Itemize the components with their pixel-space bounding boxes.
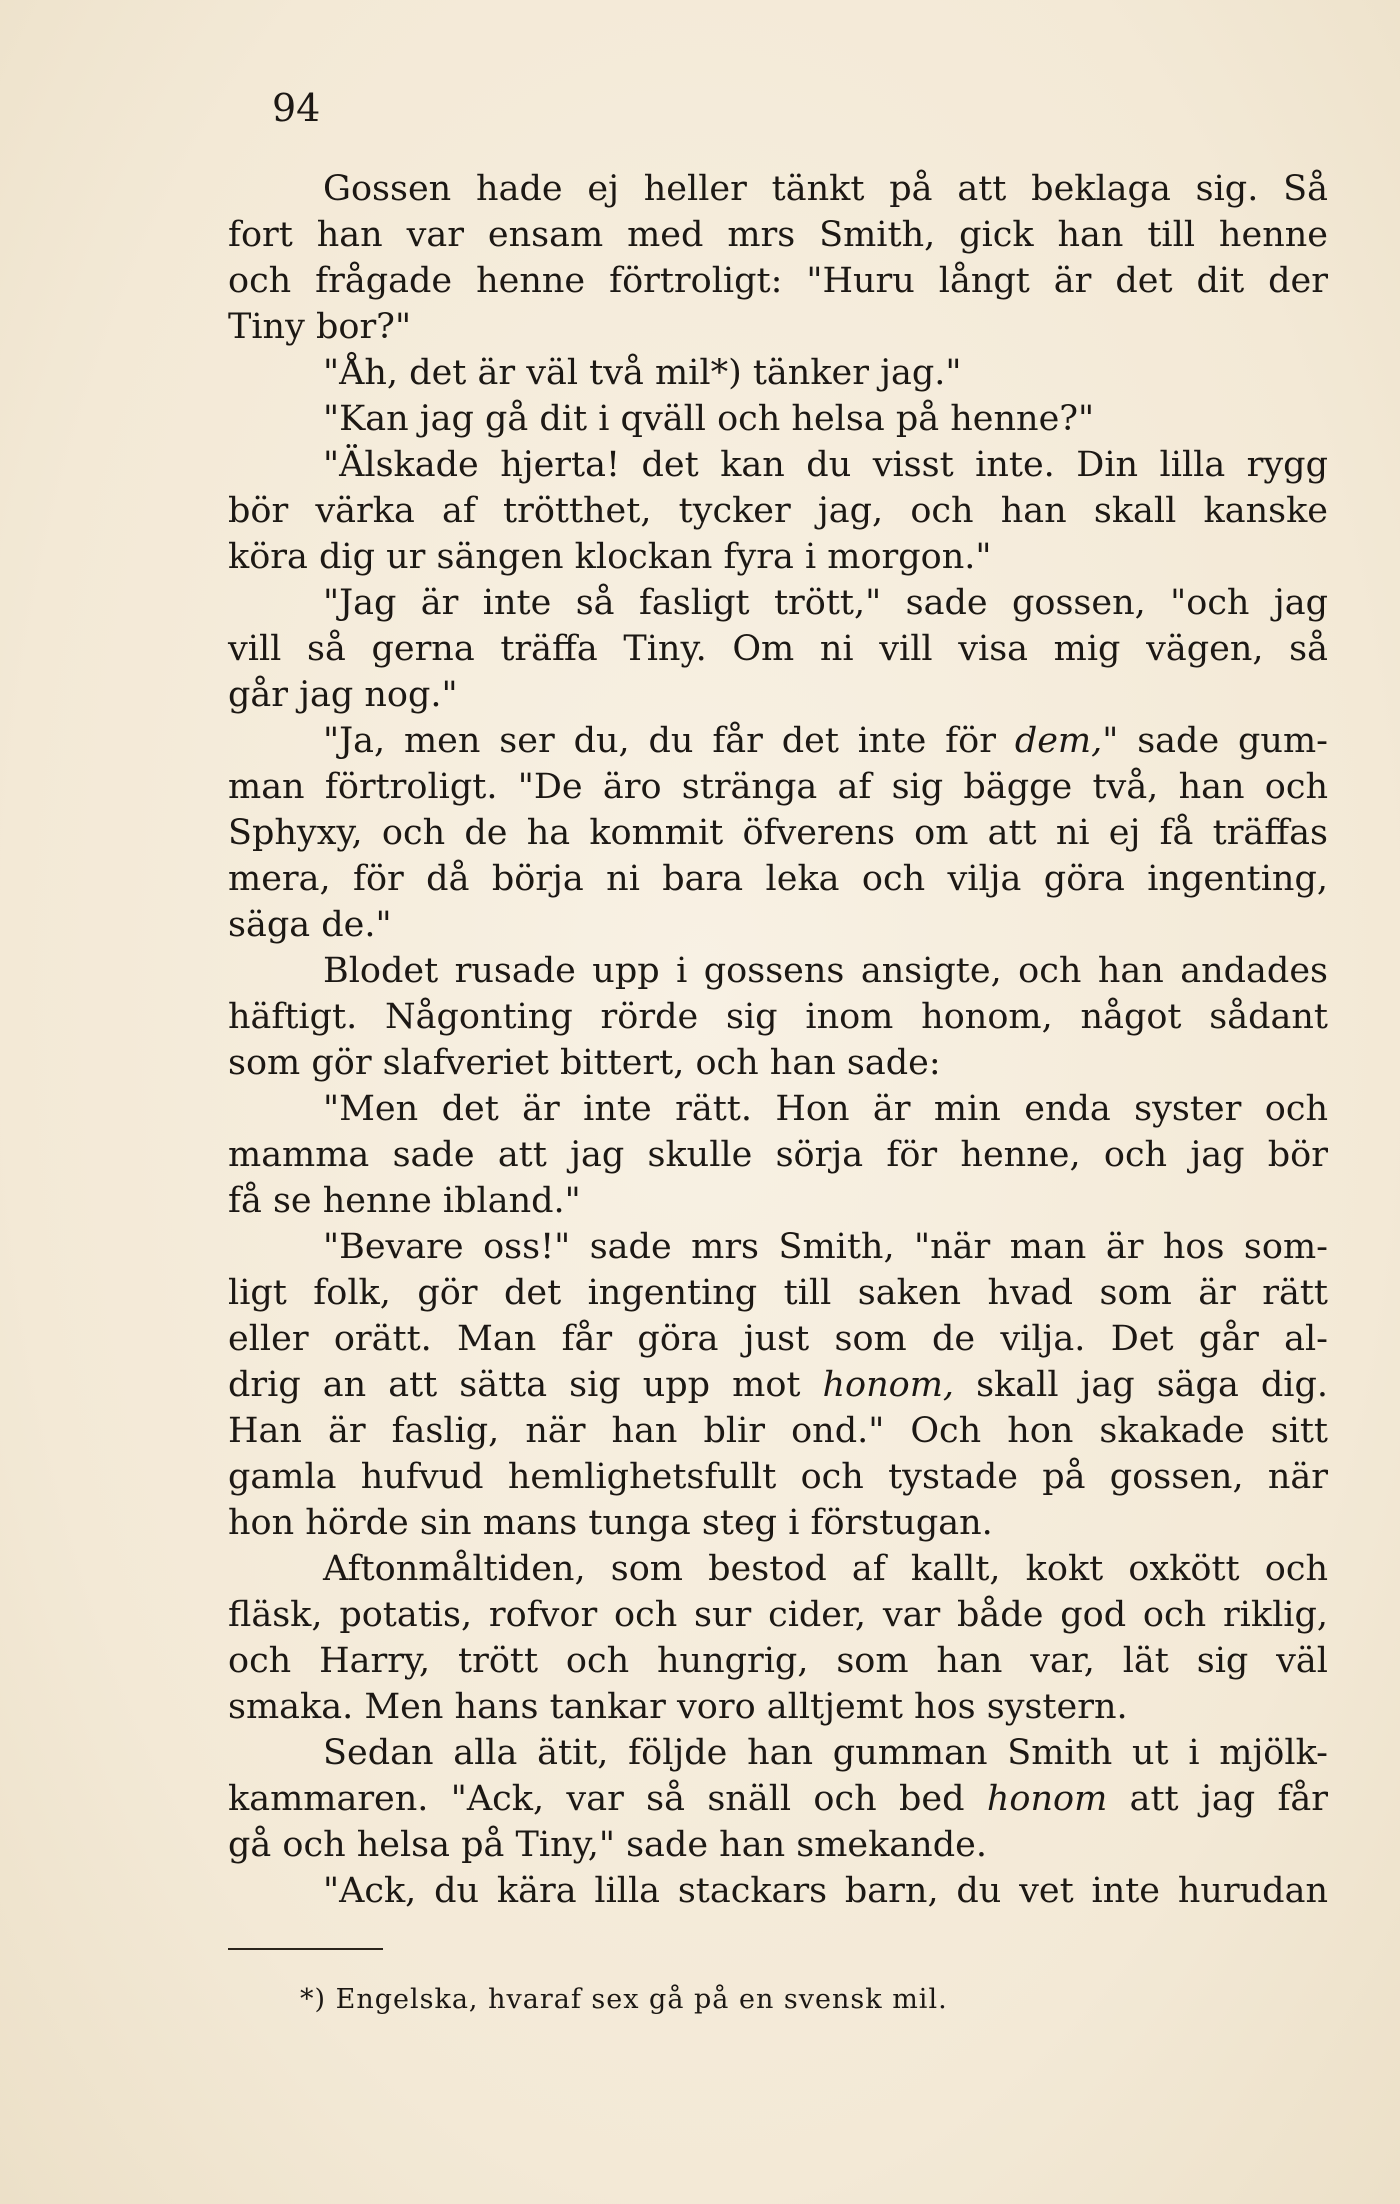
text-line: smaka. Men hans tankar voro alltjemt hos systern. xyxy=(228,1687,1128,1727)
text-line: Gossen hade ej heller tänkt på att beklaga sig. Så xyxy=(323,169,1328,209)
text-segment: "Ja, men ser du, du får det inte för xyxy=(323,721,1015,761)
text-line: Han är faslig, när han blir ond." Och hon skakade sitt xyxy=(228,1411,1328,1451)
text-line: som gör slafveriet bittert, och han sade: xyxy=(228,1043,941,1083)
text-line: Sedan alla ätit, följde han gumman Smith ut i mjölk- xyxy=(323,1733,1328,1773)
text-line: Tiny bor?" xyxy=(228,307,412,347)
text-line: Sphyxy, och de ha kommit öfverens om att ni ej få träffas xyxy=(228,813,1328,853)
emphasized-word: dem, xyxy=(1014,721,1103,761)
footnote: *) Engelska, hvaraf sex gå på en svensk mil. xyxy=(300,1984,948,2015)
text-segment: kammaren. "Ack, var så snäll och bed xyxy=(228,1779,987,1819)
text-line: Blodet rusade upp i gossens ansigte, och han andades xyxy=(323,951,1328,991)
footnote-divider xyxy=(228,1948,383,1950)
text-line: gå och helsa på Tiny," sade han smekande. xyxy=(228,1825,987,1865)
text-line: "Kan jag gå dit i qväll och helsa på henne?" xyxy=(323,399,1095,439)
page-number: 94 xyxy=(272,86,321,130)
text-line: köra dig ur sängen klockan fyra i morgon." xyxy=(228,537,992,577)
text-line: fort han var ensam med mrs Smith, gick han till henne xyxy=(228,215,1328,255)
text-segment: att jag får xyxy=(1107,1779,1328,1819)
text-line: eller orätt. Man får göra just som de vilja. Det går al- xyxy=(228,1319,1328,1359)
emphasized-word: honom, xyxy=(822,1365,955,1405)
emphasized-word: honom xyxy=(986,1779,1108,1819)
text-line: "Ack, du kära lilla stackars barn, du vet inte hurudan xyxy=(323,1871,1328,1911)
text-segment: skall jag säga dig. xyxy=(954,1365,1328,1405)
text-line: "Åh, det är väl två mil*) tänker jag." xyxy=(323,353,962,393)
text-line: "Jag är inte så fasligt trött," sade gossen, "och jag xyxy=(323,583,1328,623)
text-line: bör värka af trötthet, tycker jag, och han skall kanske xyxy=(228,491,1328,531)
body-text xyxy=(228,166,1328,1914)
text-segment: " sade gum- xyxy=(1102,721,1328,761)
text-line: mera, för då börja ni bara leka och vilja göra ingenting, xyxy=(228,859,1328,899)
text-line: häftigt. Någonting rörde sig inom honom, något sådant xyxy=(228,997,1328,1037)
text-line: och Harry, trött och hungrig, som han var, lät sig väl xyxy=(228,1641,1328,1681)
text-line: Aftonmåltiden, som bestod af kallt, kokt oxkött och xyxy=(323,1549,1328,1589)
text-line: och frågade henne förtroligt: "Huru långt är det dit der xyxy=(228,261,1328,301)
text-line xyxy=(228,718,1328,764)
text-line xyxy=(228,1362,1328,1408)
text-line: "Men det är inte rätt. Hon är min enda syster och xyxy=(323,1089,1328,1129)
text-line: säga de." xyxy=(228,905,392,945)
text-line: går jag nog." xyxy=(228,675,458,715)
text-line: gamla hufvud hemlighetsfullt och tystade på gossen, när xyxy=(228,1457,1328,1497)
text-line: hon hörde sin mans tunga steg i förstugan. xyxy=(228,1503,993,1543)
text-line: få se henne ibland." xyxy=(228,1181,581,1221)
text-line: mamma sade att jag skulle sörja för henne, och jag bör xyxy=(228,1135,1328,1175)
text-line: "Bevare oss!" sade mrs Smith, "när man är hos som- xyxy=(323,1227,1328,1267)
text-line xyxy=(228,1776,1328,1822)
text-line: fläsk, potatis, rofvor och sur cider, var både god och riklig, xyxy=(228,1595,1328,1635)
text-line: vill så gerna träffa Tiny. Om ni vill visa mig vägen, så xyxy=(228,629,1328,669)
text-line: "Älskade hjerta! det kan du visst inte. Din lilla rygg xyxy=(323,445,1328,485)
text-line: man förtroligt. "De äro stränga af sig bägge två, han och xyxy=(228,767,1328,807)
text-segment: drig an att sätta sig upp mot xyxy=(228,1365,823,1405)
text-line: ligt folk, gör det ingenting till saken hvad som är rätt xyxy=(228,1273,1328,1313)
